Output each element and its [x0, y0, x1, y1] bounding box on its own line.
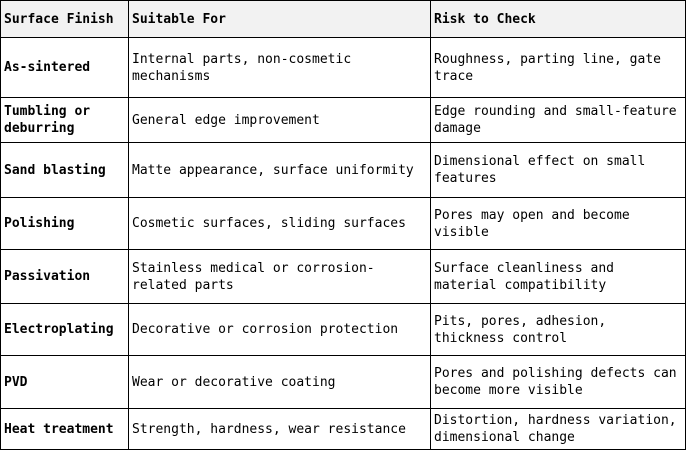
suitable-for-cell: Cosmetic surfaces, sliding surfaces	[129, 198, 431, 250]
finish-name-cell: Polishing	[1, 198, 129, 250]
table-row	[1, 38, 686, 98]
table-row	[1, 98, 686, 143]
risk-cell: Edge rounding and small-feature damage	[431, 98, 686, 143]
suitable-for-cell: Internal parts, non-cosmetic mechanisms	[129, 38, 431, 98]
risk-cell: Roughness, parting line, gate trace	[431, 38, 686, 98]
suitable-for-cell: Wear or decorative coating	[129, 356, 431, 409]
risk-cell: Pores may open and become visible	[431, 198, 686, 250]
table-row	[1, 356, 686, 409]
table-row	[1, 409, 686, 450]
header-risk-to-check: Risk to Check	[431, 1, 686, 38]
risk-cell: Dimensional effect on small features	[431, 143, 686, 198]
finish-name-cell: Tumbling or deburring	[1, 98, 129, 143]
risk-cell: Surface cleanliness and material compatibility	[431, 250, 686, 304]
finish-name-cell: Sand blasting	[1, 143, 129, 198]
suitable-for-cell: Strength, hardness, wear resistance	[129, 409, 431, 450]
header-surface-finish: Surface Finish	[1, 1, 129, 38]
suitable-for-cell: Stainless medical or corrosion-related parts	[129, 250, 431, 304]
finish-name-cell: Heat treatment	[1, 409, 129, 450]
table-row	[1, 250, 686, 304]
table-row	[1, 143, 686, 198]
suitable-for-cell: Matte appearance, surface uniformity	[129, 143, 431, 198]
suitable-for-cell: Decorative or corrosion protection	[129, 304, 431, 356]
risk-cell: Pores and polishing defects can become more visible	[431, 356, 686, 409]
finish-name-cell: PVD	[1, 356, 129, 409]
table-header-row	[1, 1, 686, 38]
finish-name-cell: Passivation	[1, 250, 129, 304]
risk-cell: Pits, pores, adhesion, thickness control	[431, 304, 686, 356]
header-suitable-for: Suitable For	[129, 1, 431, 38]
suitable-for-cell: General edge improvement	[129, 98, 431, 143]
risk-cell: Distortion, hardness variation, dimensional change	[431, 409, 686, 450]
finish-name-cell: Electroplating	[1, 304, 129, 356]
table-row	[1, 304, 686, 356]
finish-name-cell: As-sintered	[1, 38, 129, 98]
table-row	[1, 198, 686, 250]
